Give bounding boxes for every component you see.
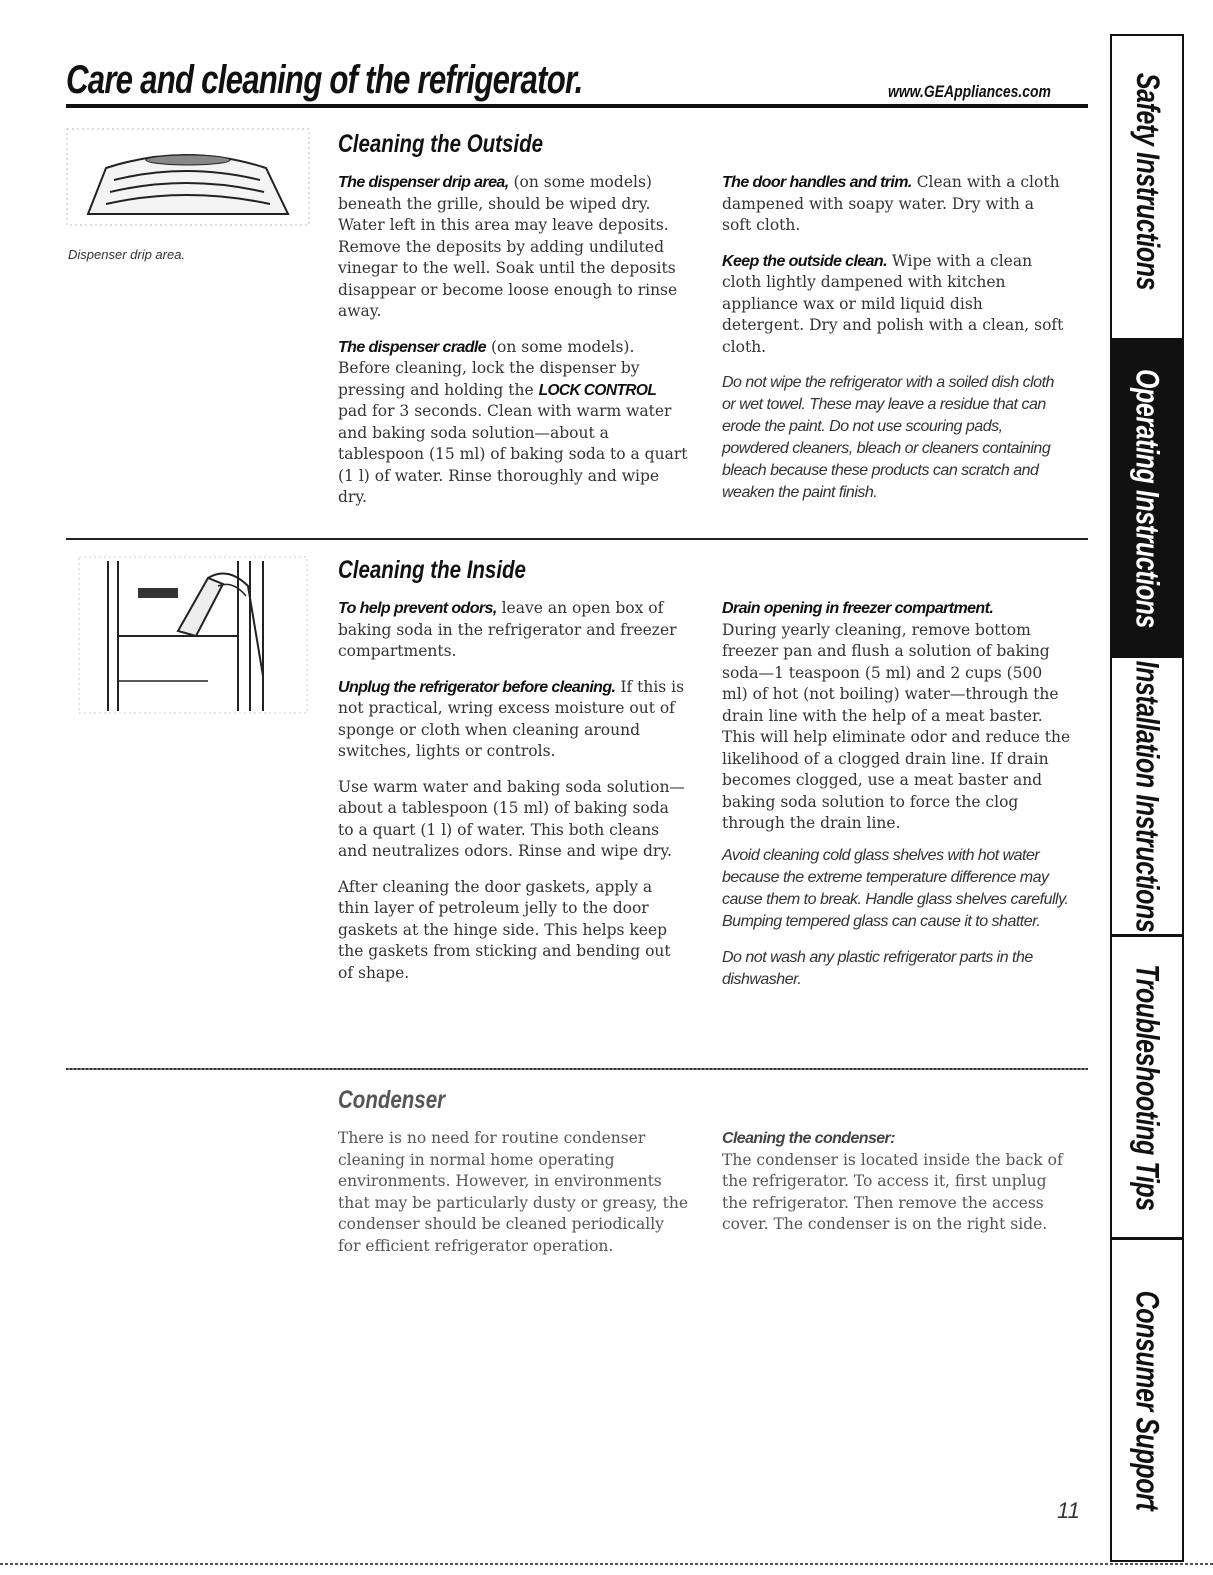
tab-label: Troubleshooting Tips [1129,963,1166,1211]
section-heading-inside: Cleaning the Inside [338,556,526,584]
tab-safety-instructions[interactable] [1112,36,1182,326]
condenser-cleaning-paragraph [722,1128,1072,1236]
cradle-paragraph [338,337,688,509]
keep-clean-paragraph [722,251,1068,359]
odors-lead: To help prevent odors, [338,600,497,617]
condenser-column-right [722,1128,1072,1250]
glass-warning: Avoid cleaning cold glass shelves with hot water because the extreme temperature difference may cause them to break. Handle glass shelves carefully. Bumping tempered glass can cause it to shatter. [722,846,1069,930]
inside-column-left [338,598,688,998]
tab-label: Operating Instructions [1129,368,1166,628]
website-link[interactable]: www.GEAppliances.com [888,82,1051,101]
tab-troubleshooting-tips[interactable] [1112,937,1182,1237]
figure-caption: Dispenser drip area. [68,247,186,262]
tab-operating-instructions[interactable] [1112,338,1182,658]
header-rule [66,104,1088,108]
drain-text: During yearly cleaning, remove bottom freezer pan and flush a solution of baking soda—1 teaspoon (5 ml) and 2 cups (500 ml) of hot (not boiling) water—through the drain line with the help of a meat baster. This will help eliminate odor and reduce the likelihood of a clogged drain line. If drain becomes clogged, use a meat baster and baking soda solution to force the clog through the drain line. [722,620,1071,832]
cradle-text-1: (on some models). Before cleaning, lock the dispenser by pressing and holding the [338,337,640,399]
condenser-cleaning-text: The condenser is located inside the back of the refrigerator. To access it, first unplug the refrigerator. Then remove the access cover. The condenser is on the right side. [722,1150,1063,1233]
section-divider [66,1068,1088,1070]
condenser-paragraph: There is no need for routine condenser cleaning in normal home operating environments. However, in environments that may be particularly dusty or greasy, the condenser should be cleaned periodically for efficient refrigerator operation. [338,1129,688,1255]
dishwasher-warning: Do not wash any plastic refrigerator parts in the dishwasher. [722,948,1033,988]
condenser-cleaning-lead: Cleaning the condenser: [722,1130,895,1147]
cradle-lead: The dispenser cradle [338,338,487,356]
tab-consumer-support[interactable] [1112,1240,1182,1560]
page-number: 11 [1057,1498,1080,1523]
tab-installation-instructions[interactable] [1112,658,1182,934]
paint-warning: Do not wipe the refrigerator with a soiled dish cloth or wet towel. These may leave a residue that can erode the paint. Do not use scouring pads, powdered cleaners, bleach or cleaners containing bleach because these products can scratch and weaken the paint finish. [722,374,1054,501]
handles-paragraph [722,172,1068,237]
drip-area-paragraph [338,172,688,323]
dispenser-drip-illustration [66,128,311,228]
tab-label: Safety Instructions [1129,72,1166,290]
drain-lead: Drain opening in freezer compartment. [722,600,994,617]
odors-paragraph [338,598,688,663]
keep-clean-lead: Keep the outside clean. [722,252,887,270]
keep-clean-text: Wipe with a clean cloth lightly dampened with kitchen appliance wax or mild liquid dish detergent. Dry and polish with a clean, soft cloth. [722,251,1064,356]
handles-lead: The door handles and trim. [722,174,912,191]
lock-control-label: LOCK CONTROL [538,381,657,399]
warm-water-paragraph: Use warm water and baking soda solution—about a tablespoon (15 ml) of baking soda to a quart (1 l) of water. This both cleans and neutralizes odors. Rinse and wipe dry. [338,777,685,860]
unplug-lead: Unplug the refrigerator before cleaning. [338,678,616,696]
cradle-text-2: pad for 3 seconds. Clean with warm water and baking soda solution—about a tablespoon (15 ml) of baking soda to a quart (1 l) of water. Rinse thoroughly and wipe dry. [338,402,688,506]
condenser-column-left [338,1128,688,1271]
section-heading-outside: Cleaning the Outside [338,130,544,158]
inside-column-right [722,598,1072,1005]
drain-paragraph [722,598,1072,835]
outside-column-left [338,172,688,523]
unplug-paragraph [338,677,688,763]
tab-label: Consumer Support [1129,1290,1166,1510]
drip-area-lead: The dispenser drip area, [338,174,509,191]
gaskets-paragraph: After cleaning the door gaskets, apply a thin layer of petroleum jelly to the door gaskets at the hinge side. This helps keep the gaskets from sticking and bending out of shape. [338,877,671,982]
odors-text: leave an open box of baking soda in the refrigerator and freezer compartments. [338,599,677,660]
section-divider [66,538,1088,540]
section-heading-condenser: Condenser [338,1086,446,1114]
refrigerator-inside-illustration [78,556,308,716]
drip-area-text: (on some models) beneath the grille, should be wiped dry. Water left in this area may leave deposits. Remove the deposits by adding undiluted vinegar to the well. Soak until the deposits disappear or become loose enough to rinse away. [338,173,678,320]
section-tabs [1110,34,1184,1562]
page-title: Care and cleaning of the refrigerator. [66,58,583,102]
tab-label: Installation Instructions [1129,660,1166,932]
handles-text: Clean with a cloth dampened with soapy water. Dry with a soft cloth. [722,173,1060,234]
unplug-text: If this is not practical, wring excess moisture out of sponge or cloth when cleaning around switches, lights or controls. [338,677,685,760]
page-bottom-rule [0,1563,1213,1565]
outside-column-right [722,172,1068,518]
